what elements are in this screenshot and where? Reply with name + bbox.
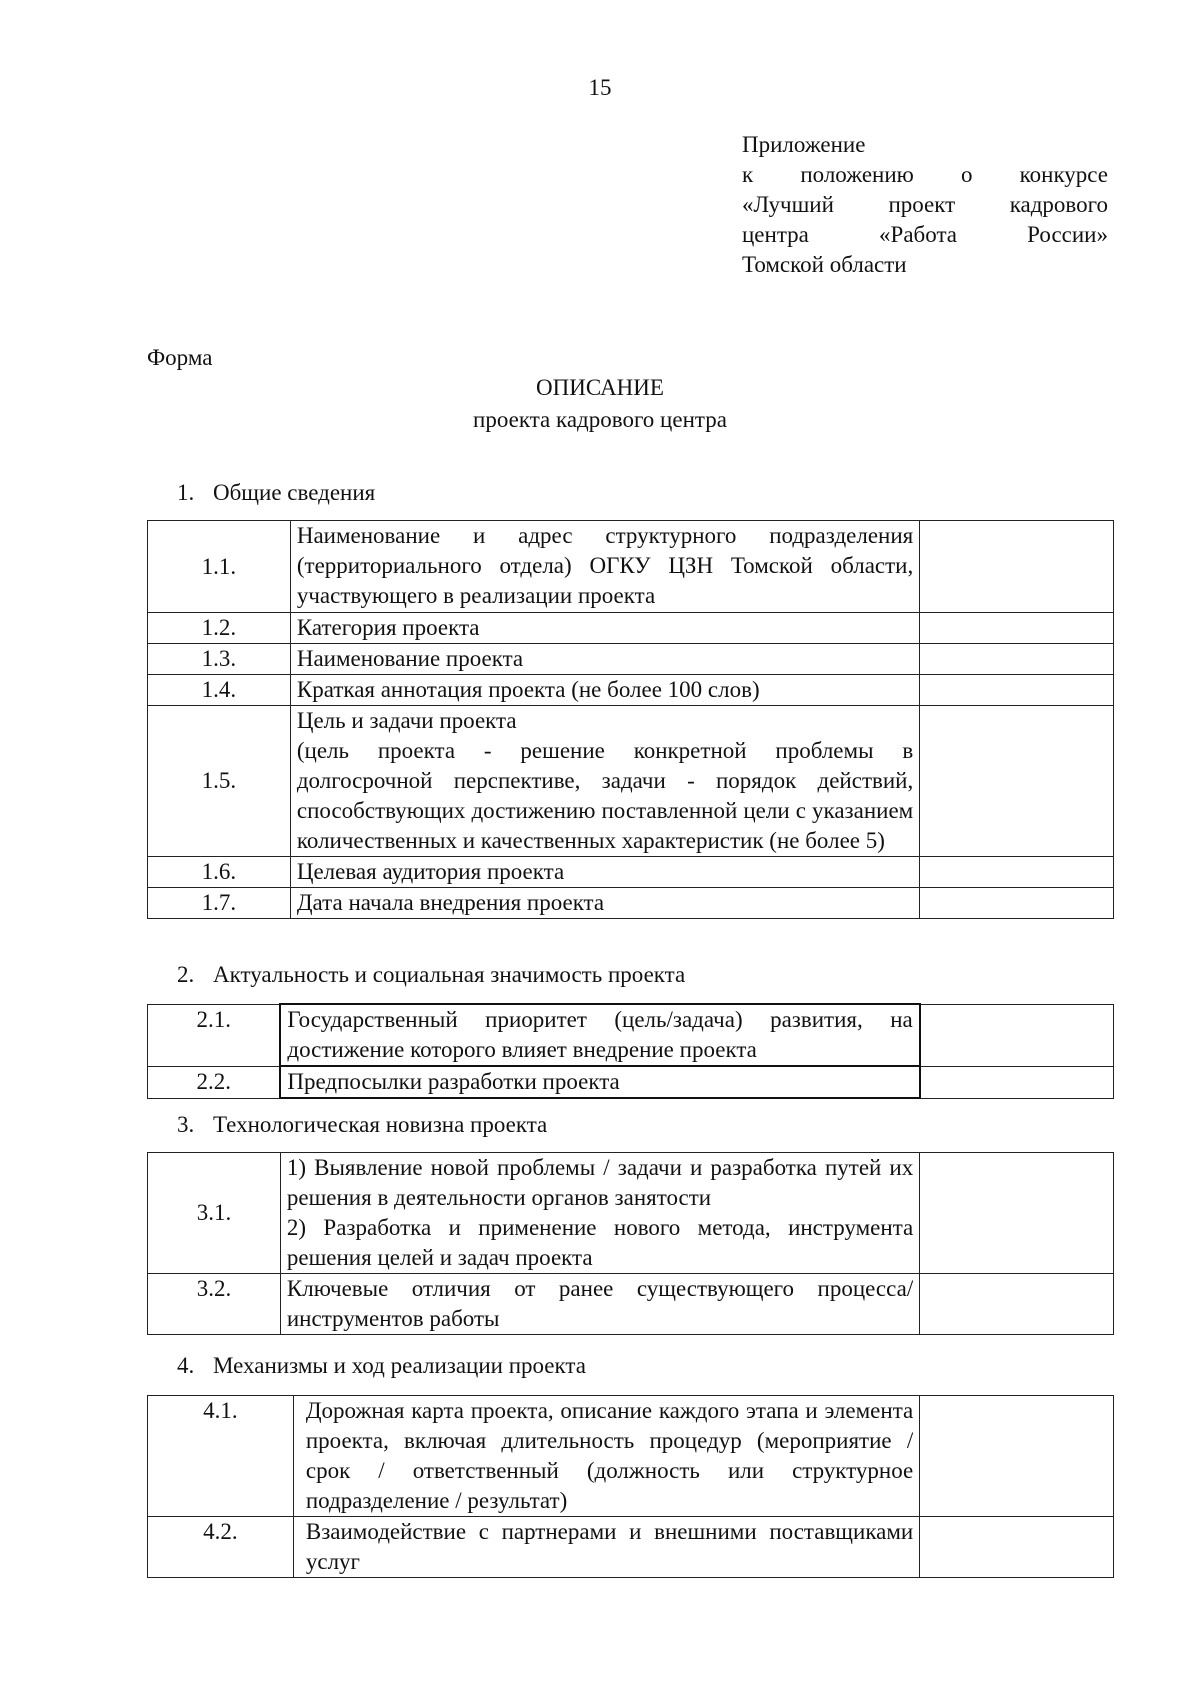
row-text	[290, 706, 919, 857]
input-cell[interactable]	[920, 521, 1114, 613]
row-number: 1.4.	[148, 675, 291, 706]
section-heading	[177, 480, 375, 506]
table-row	[148, 675, 1114, 706]
row-text: Краткая аннотация проекта (не более 100 слов)	[290, 675, 919, 706]
table-row	[148, 1066, 1114, 1098]
input-cell[interactable]	[920, 1153, 1114, 1274]
row-number: 1.1.	[148, 521, 291, 613]
row-number: 1.2.	[148, 613, 291, 644]
section-title: Механизмы и ход реализации проекта	[213, 1353, 586, 1378]
input-cell[interactable]	[920, 1066, 1114, 1098]
row-text-line: Цель и задачи проекта	[296, 708, 517, 733]
section-heading	[177, 1353, 586, 1379]
row-number: 3.1.	[148, 1153, 281, 1274]
table-row	[148, 1153, 1114, 1274]
row-number: 1.7.	[148, 888, 291, 919]
table-row	[148, 706, 1114, 857]
row-number: 4.1.	[148, 1396, 294, 1517]
row-text-line: 2) Разработка и применение нового метода, инструмента решения целей и задач проекта	[286, 1215, 914, 1270]
appendix-line: к положению о конкурсе	[742, 162, 1108, 187]
document-title: ОПИСАНИЕ	[536, 375, 664, 400]
section-number: 2.	[177, 962, 195, 987]
input-cell[interactable]	[920, 1274, 1114, 1335]
row-text-line: 1) Выявление новой проблемы / задачи и разработка путей их решения в деятельности органов занятости	[286, 1155, 914, 1210]
row-text: Взаимодействие с партнерами и внешними поставщиками услуг	[293, 1517, 919, 1578]
section-heading	[177, 962, 685, 988]
table-row	[148, 1004, 1114, 1066]
row-number: 2.1.	[148, 1004, 281, 1066]
row-text: Предпосылки разработки проекта	[280, 1066, 919, 1098]
row-text: Государственный приоритет (цель/задача) развития, на достижение которого влияет внедрение проекта	[280, 1004, 919, 1066]
row-text	[280, 1153, 919, 1274]
table-row	[148, 613, 1114, 644]
input-cell[interactable]	[920, 1517, 1114, 1578]
section-table	[147, 1395, 1114, 1578]
row-text: Наименование и адрес структурного подразделения (территориального отдела) ОГКУ ЦЗН Томской области, участвующего в реализации проекта	[290, 521, 919, 613]
row-number: 1.6.	[148, 857, 291, 888]
section-table	[147, 1003, 1114, 1099]
input-cell[interactable]	[920, 857, 1114, 888]
section-title: Технологическая новизна проекта	[213, 1112, 548, 1137]
form-label: Форма	[147, 345, 213, 370]
row-text: Целевая аудитория проекта	[290, 857, 919, 888]
row-number: 1.5.	[148, 706, 291, 857]
section-title: Общие сведения	[213, 480, 376, 505]
input-cell[interactable]	[920, 1396, 1114, 1517]
row-text: Дорожная карта проекта, описание каждого этапа и элемента проекта, включая длительность процедур (мероприятие / срок / ответственный (должность или структурное подразделение / результат)	[293, 1396, 919, 1517]
table-row	[148, 1517, 1114, 1578]
input-cell[interactable]	[920, 613, 1114, 644]
input-cell[interactable]	[920, 1004, 1114, 1066]
row-text: Ключевые отличия от ранее существующего процесса/инструментов работы	[280, 1274, 919, 1335]
table-row	[148, 888, 1114, 919]
row-number: 2.2.	[148, 1066, 281, 1098]
section-number: 4.	[177, 1353, 195, 1378]
row-text: Категория проекта	[290, 613, 919, 644]
row-number: 3.2.	[148, 1274, 281, 1335]
row-number: 1.3.	[148, 644, 291, 675]
section-table	[147, 520, 1114, 919]
input-cell[interactable]	[920, 706, 1114, 857]
table-row	[148, 1396, 1114, 1517]
appendix-line: Томской области	[742, 252, 907, 277]
table-row	[148, 644, 1114, 675]
section-number: 1.	[177, 480, 195, 505]
input-cell[interactable]	[920, 675, 1114, 706]
row-text: Дата начала внедрения проекта	[290, 888, 919, 919]
appendix-line: центра «Работа России»	[742, 222, 1108, 247]
table-row	[148, 521, 1114, 613]
table-row	[148, 857, 1114, 888]
row-text: Наименование проекта	[290, 644, 919, 675]
input-cell[interactable]	[920, 644, 1114, 675]
appendix-line: «Лучший проект кадрового	[742, 192, 1108, 217]
page-number: 15	[588, 75, 612, 100]
input-cell[interactable]	[920, 888, 1114, 919]
section-heading	[177, 1112, 547, 1138]
document-title-block	[0, 372, 1200, 436]
appendix-line: Приложение	[742, 132, 866, 157]
row-text-detail: (цель проекта - решение конкретной проблемы в долгосрочной перспективе, задачи - порядок действий, способствующих достижению поставленной цели с указанием количественных и качественных характеристик (не более 5)	[296, 738, 914, 853]
row-number: 4.2.	[148, 1517, 294, 1578]
appendix-block	[742, 130, 1108, 280]
section-number: 3.	[177, 1112, 195, 1137]
section-table	[147, 1152, 1114, 1335]
table-row	[148, 1274, 1114, 1335]
section-title: Актуальность и социальная значимость проекта	[213, 962, 686, 987]
document-subtitle: проекта кадрового центра	[473, 407, 727, 432]
